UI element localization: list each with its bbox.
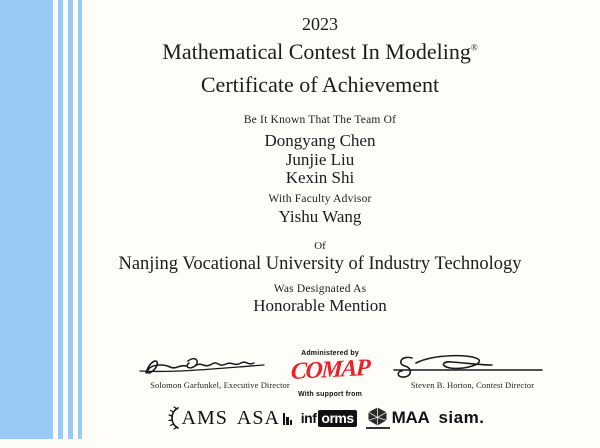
maa-logo-text: MAA: [391, 408, 430, 427]
administered-by-label: Administered by: [301, 350, 359, 357]
of-label: Of: [314, 240, 326, 252]
ams-logo-text: AMS: [181, 406, 228, 429]
team-member-name: Kexin Shi: [285, 168, 355, 187]
informs-logo: [301, 410, 357, 427]
garfunkel-signature-icon: [138, 352, 288, 382]
certificate-title-text: Mathematical Contest In Modeling: [162, 39, 471, 64]
informs-logo-box: orms: [318, 410, 356, 427]
maa-icon-wrap: [366, 407, 390, 430]
support-from-label: With support from: [298, 391, 362, 398]
maa-logo: [366, 407, 430, 430]
left-border-thin-stripe-2: [68, 0, 73, 439]
informs-logo-prefix: inf: [300, 410, 317, 426]
left-border-thin-stripe-3: [78, 0, 83, 439]
certificate-subtitle: Certificate of Achievement: [200, 72, 440, 97]
ams-logo: [166, 406, 228, 430]
asa-logo: [237, 407, 292, 430]
team-intro-line: Be It Known That The Team Of: [243, 114, 397, 126]
certificate-title: [85, 39, 555, 65]
sponsor-logo-row: [85, 401, 565, 435]
executive-director-name: Solomon Garfunkel, Executive Director: [150, 380, 290, 390]
ams-laurel-icon: [166, 406, 180, 430]
advisor-intro-line: With Faculty Advisor: [268, 193, 372, 205]
left-border-thick-stripe: [0, 0, 53, 439]
team-member-name: Junjie Liu: [285, 149, 355, 169]
left-border-thin-stripe-1: [58, 0, 63, 439]
asa-logo-text: ASA: [236, 406, 280, 429]
contest-director-name: Steven B. Horton, Contest Director: [410, 380, 535, 390]
team-member-name: Dongyang Chen: [264, 131, 376, 150]
advisor-name: Yishu Wang: [278, 207, 362, 226]
certificate-year: 2023: [302, 14, 338, 34]
asa-bars-icon: [283, 412, 292, 425]
registered-mark: ®: [470, 42, 478, 53]
maa-caption-bar: [366, 427, 390, 430]
horton-signature-icon: [392, 352, 547, 382]
designated-intro-line: Was Designated As: [273, 283, 367, 295]
maa-diamond-icon: [367, 407, 388, 426]
institution-name: Nanjing Vocational University of Industry Technology: [118, 254, 522, 274]
siam-logo: siam.: [438, 408, 485, 427]
comap-logo: COMAP: [290, 354, 370, 386]
team-member-list: [85, 132, 555, 188]
award-designation: Honorable Mention: [253, 296, 387, 315]
